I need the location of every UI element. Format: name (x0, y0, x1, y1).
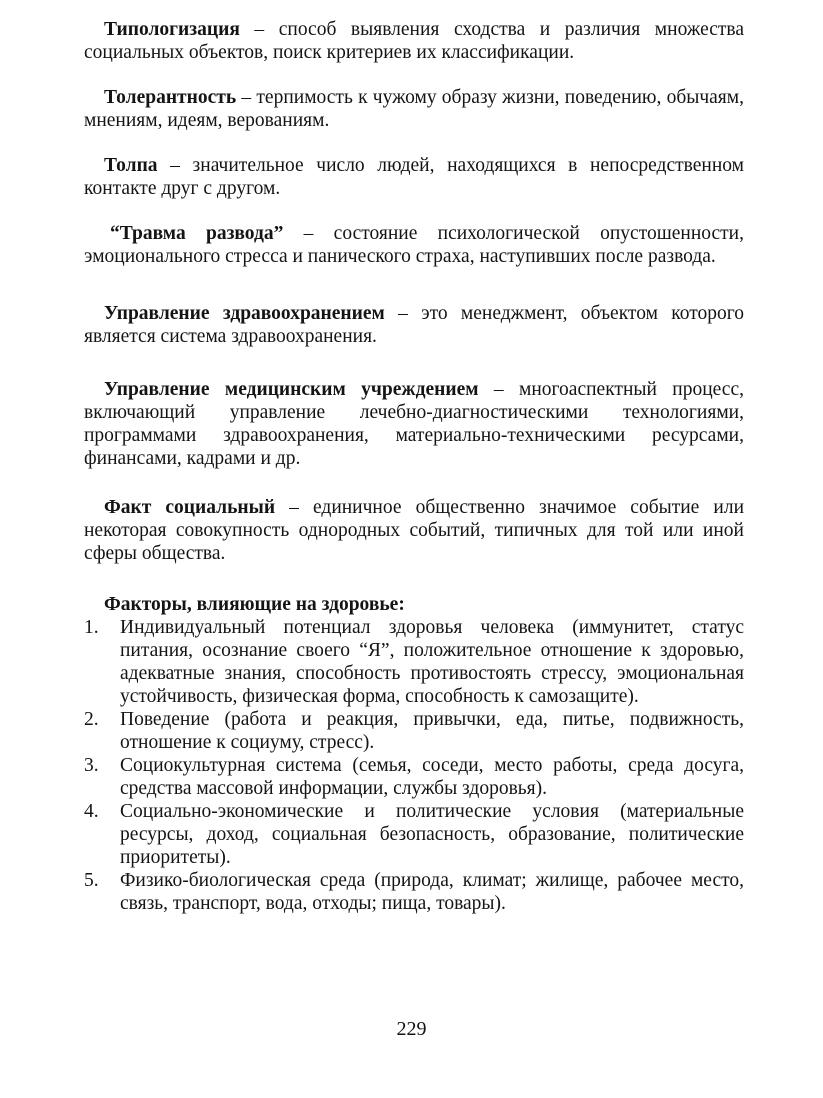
list-item-text: Индивидуальный потенциал здоровья человека (иммунитет, статус питания, осознание своего “Я”, положительное отношение к здоровью, адекватные знания, способность противостоять стрессу, эмоциональная устойчивость, физическая форма, способность к самозащите). (120, 617, 744, 707)
definition-text: – терпимость к чужому образу жизни, поведению, обычаям, мнениям, идеям, верованиям. (84, 87, 744, 131)
list-item (84, 869, 744, 915)
list-item-number: 3. (84, 755, 99, 776)
definition-text: – состояние психологической опустошенности, эмоционального стресса и панического страха, наступивших после развода. (84, 223, 744, 267)
definition-term: Управление здравоохранением (104, 303, 385, 324)
list-item-text: Социально-экономические и политические условия (материальные ресурсы, доход, социальная безопасность, образование, политические приоритеты). (120, 801, 744, 868)
definition-text: – это менеджмент, объектом которого является система здравоохранения. (84, 303, 744, 347)
definition-text: – способ выявления сходства и различия множества социальных объектов, поиск критериев их классификации. (84, 19, 744, 63)
page-number: 229 (396, 1018, 427, 1040)
list-item-number: 2. (84, 709, 99, 730)
definition-term: Толпа (104, 155, 158, 176)
definition-term: Типологизация (104, 19, 240, 40)
definition-text: – многоаспектный процесс, включающий управление лечебно-диагностическими технологиями, программами здравоохранения, материально-техническими ресурсами, финансами, кадрами и др. (84, 379, 744, 469)
definition-entry (84, 18, 744, 64)
definition-entry (84, 496, 744, 565)
list-item (84, 616, 744, 708)
definition-term: Управление медицинским учреждением (104, 379, 479, 400)
definition-entry (84, 86, 744, 132)
definition-term: Факт социальный (104, 497, 276, 518)
factors-list (84, 616, 744, 915)
definition-text: – единичное общественно значимое событие или некоторая совокупность однородных событий, типичных для той или иной сферы общества. (84, 497, 745, 564)
factors-heading: Факторы, влияющие на здоровье: (104, 594, 405, 615)
definition-entry (84, 154, 744, 200)
list-item (84, 708, 744, 754)
definition-entry (84, 302, 744, 348)
list-item-text: Социокультурная система (семья, соседи, место работы, среда досуга, средства массовой информации, службы здоровья). (120, 755, 744, 799)
list-item-text: Поведение (работа и реакция, привычки, еда, питье, подвижность, отношение к социуму, стресс). (120, 709, 744, 753)
definition-term: “Травма развода” (110, 223, 284, 244)
page-body (84, 18, 744, 915)
list-item-number: 4. (84, 801, 99, 822)
list-item (84, 800, 744, 869)
definition-entry (84, 222, 744, 268)
list-item (84, 754, 744, 800)
definition-text: – значительное число людей, находящихся в непосредственном контакте друг с другом. (84, 155, 744, 199)
list-item-text: Физико-биологическая среда (природа, климат; жилище, рабочее место, связь, транспорт, вода, отходы; пища, товары). (120, 870, 744, 914)
list-item-number: 5. (84, 870, 99, 891)
definition-term: Толерантность (104, 87, 237, 108)
definition-entry (84, 378, 744, 470)
list-item-number: 1. (84, 617, 99, 638)
